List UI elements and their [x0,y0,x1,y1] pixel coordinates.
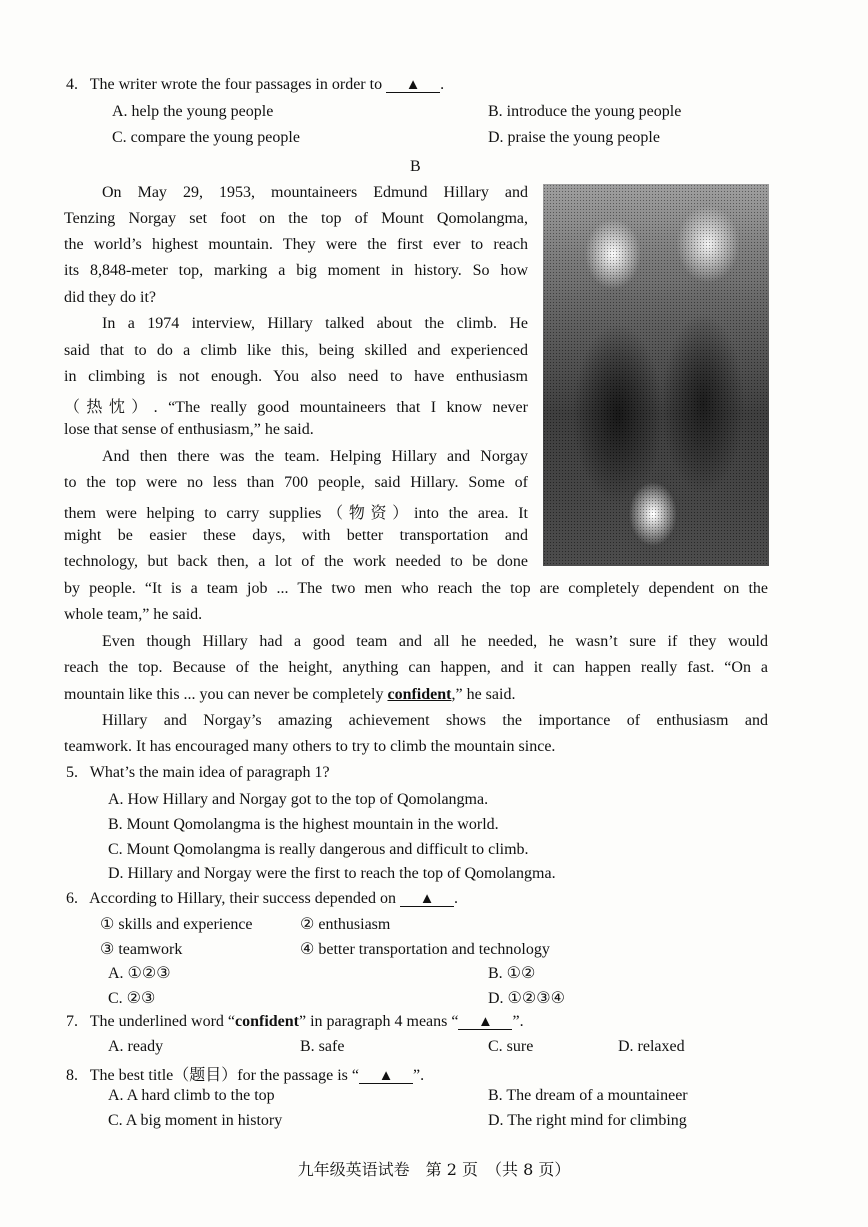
answer-blank [359,1069,413,1084]
passage-line: to the top were no less than 700 people, said Hillary. Some of [64,474,528,491]
passage-line: might be easier these days, with better transportation and [64,527,528,544]
section-heading: B [410,158,421,175]
question-number: 4. [66,76,78,93]
option-c: C. A big moment in history [108,1112,283,1129]
triangle-icon: ▲ [378,1068,394,1084]
passage-line: teamwork. It has encouraged many others to try to climb the mountain since. [64,738,556,755]
item-3: ③ teamwork [100,941,183,958]
mountaineers-photo [543,184,769,566]
passage-line: Even though Hillary had a good team and all he needed, he wasn’t sure if they would [102,633,768,650]
passage-line: On May 29, 1953, mountaineers Edmund Hillary and [102,184,528,201]
passage-line: And then there was the team. Helping Hillary and Norgay [102,448,528,465]
item-4: ④ better transportation and technology [300,941,550,958]
punctuation: ”. [512,1013,524,1030]
answer-blank [400,892,454,907]
passage-line: technology, but back then, a lot of the work needed to be done [64,553,528,570]
question-text: The underlined word “ [89,1013,235,1030]
passage-line: by people. “It is a team job ... The two men who reach the top are completely dependent on the [64,580,768,597]
answer-blank [458,1015,512,1030]
punctuation: . [454,890,458,907]
option-b: B. ①② [488,965,536,982]
passage-line: them were helping to carry supplies（物资）into the area. It [64,505,528,522]
passage-line: the world’s highest mountain. They were the first ever to reach [64,236,528,253]
question-text: According to Hillary, their success depended on [89,890,396,907]
item-2: ② enthusiasm [300,916,391,933]
option-a: A. A hard climb to the top [108,1087,275,1104]
option-d: D. Hillary and Norgay were the first to reach the top of Qomolangma. [108,865,556,882]
option-b: B. safe [300,1038,345,1055]
question-8-stem [66,1062,424,1085]
question-number: 5. [66,764,78,781]
passage-line: In a 1974 interview, Hillary talked about the climb. He [102,315,528,332]
triangle-icon: ▲ [405,77,421,93]
option-c: C. sure [488,1038,534,1055]
keyword: confident [235,1013,299,1030]
passage-line: whole team,” he said. [64,606,203,623]
option-d: D. ①②③④ [488,990,565,1007]
option-c: C. compare the young people [112,129,300,146]
triangle-icon: ▲ [478,1014,493,1030]
option-a: A. ready [108,1038,164,1055]
option-d: D. relaxed [618,1038,685,1055]
item-1: ① skills and experience [100,916,253,933]
passage-text: mountain like this ... you can never be completely [64,686,384,703]
passage-line: its 8,848-meter top, marking a big moment in history. So how [64,262,528,279]
passage-line: lose that sense of enthusiasm,” he said. [64,421,314,438]
option-d: D. praise the young people [488,129,660,146]
page-footer: 九年级英语试卷 第 2 页 （共 8 页） [297,1160,571,1179]
option-b: B. introduce the young people [488,103,682,120]
passage-line: in climbing is not enough. You also need to have enthusiasm [64,368,528,385]
option-b: B. The dream of a mountaineer [488,1087,688,1104]
passage-line: reach the top. Because of the height, anything can happen, and it can happen really fast. “On a [64,659,768,676]
passage-line: said that to do a climb like this, being skilled and experienced [64,342,528,359]
option-b: B. Mount Qomolangma is the highest mountain in the world. [108,816,499,833]
passage-line: Hillary and Norgay’s amazing achievement shows the importance of enthusiasm and [102,712,768,729]
passage-line: did they do it? [64,289,156,306]
question-text: The best title（题目）for the passage is “ [89,1067,359,1084]
answer-blank [386,78,440,93]
passage-line: （热忱）. “The really good mountaineers that I know never [64,399,528,416]
passage-text: ,” he said. [451,686,516,703]
question-4-stem [66,76,444,94]
passage-line [64,686,515,704]
triangle-icon: ▲ [419,891,435,907]
punctuation: ”. [413,1067,425,1084]
option-a: A. help the young people [112,103,274,120]
underlined-word: confident [387,686,452,703]
question-5-stem [66,764,330,782]
option-c: C. Mount Qomolangma is really dangerous and difficult to climb. [108,841,529,858]
passage-line: Tenzing Norgay set foot on the top of Mount Qomolangma, [64,210,528,227]
question-text: ” in paragraph 4 means “ [299,1013,459,1030]
question-number: 8. [66,1067,78,1084]
question-number: 6. [66,890,78,907]
punctuation: . [440,76,445,93]
question-number: 7. [66,1013,78,1030]
option-a: A. How Hillary and Norgay got to the top of Qomolangma. [108,791,489,808]
option-d: D. The right mind for climbing [488,1112,687,1129]
option-a: A. ①②③ [108,965,171,982]
question-6-stem [66,890,458,908]
option-c: C. ②③ [108,990,156,1007]
question-text: What’s the main idea of paragraph 1? [89,764,330,781]
question-text: The writer wrote the four passages in order to [89,76,383,93]
question-7-stem [66,1013,524,1031]
